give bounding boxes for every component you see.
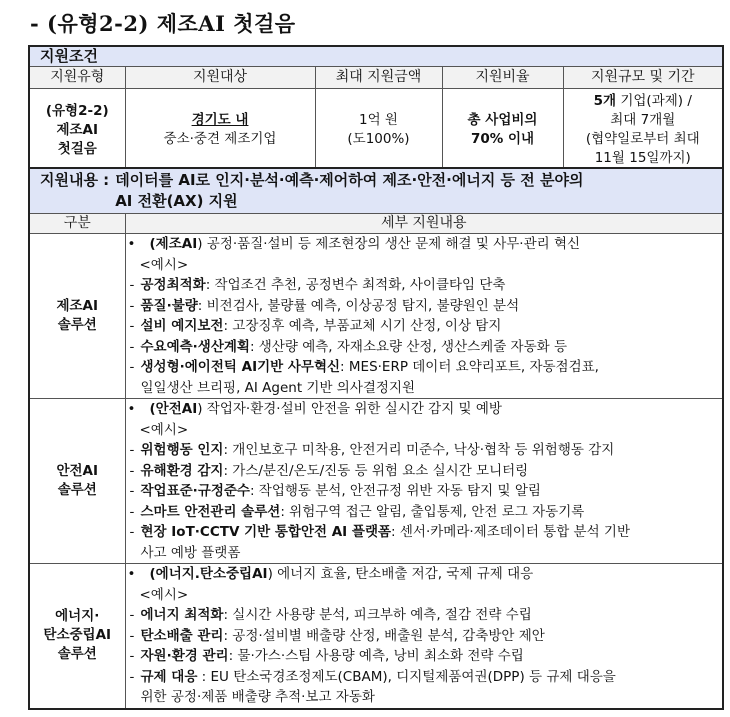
amount-note: (도100%) (347, 131, 410, 147)
cell-support-target (125, 89, 315, 173)
item-text: : 작업행동 분석, 안전규정 위반 자동 탐지 및 알림 (249, 483, 541, 499)
item-title: 생성형·에이전틱 AI기반 사무혁신 (140, 359, 341, 375)
content-section-text: 데이터를 AI로 인지·분석·예측·제어하여 제조·안전·에너지 등 전 분야의 AI 전환(AX) 지원 (115, 171, 584, 210)
cell-scale-period (563, 89, 723, 173)
dash-icon: - (129, 668, 135, 685)
item-text: : 공정·설비별 배출량 산정, 배출원 분석, 감축방안 제안 (223, 627, 545, 644)
bullet-icon: • (127, 401, 136, 417)
cell-support-ratio (442, 89, 563, 173)
bullet-text: ) 공정·품질·설비 등 제조현장의 생산 문제 해결 및 사무·관리 혁신 (197, 236, 581, 252)
item-title: 현장 IoT·CCTV 기반 통합안전 AI 플랫폼 (140, 524, 392, 540)
item-title: 탄소배출 관리 (140, 627, 224, 644)
target-region: 경기도 내 (191, 112, 249, 128)
detail-cell (125, 234, 723, 399)
item-title: 품질·불량 (140, 297, 198, 314)
list-item (126, 481, 723, 502)
scale-line: 11월 15일까지) (594, 150, 691, 166)
dash-icon: - (129, 607, 135, 623)
bullet-icon: • (127, 236, 136, 252)
type-line: (유형2-2) (45, 102, 109, 119)
dash-icon: - (129, 524, 135, 540)
dash-icon: - (129, 338, 135, 355)
type-line: 첫걸음 (57, 140, 97, 157)
item-text: : 실시간 사용량 분석, 피크부하 예측, 절감 전략 수립 (223, 607, 532, 623)
header-scale-period: 지원규모 및 기간 (563, 67, 723, 89)
bullet-text: ) 작업자·환경·설비 안전을 위한 실시간 감지 및 예방 (197, 401, 502, 417)
item-title: 설비 예지보전 (140, 318, 224, 334)
cell-max-amount (315, 89, 442, 173)
example-label: <예시> (139, 586, 189, 603)
item-title: 규제 대응 (140, 668, 198, 685)
category-line: 솔루션 (57, 317, 97, 333)
item-text: : 가스/분진/온도/진동 등 위험 요소 실시간 모니터링 (223, 462, 529, 479)
item-title: 작업표준·규정준수 (140, 483, 250, 499)
item-title: 스마트 안전관리 솔루션 (140, 503, 281, 520)
bullet-summary (126, 564, 723, 585)
dash-icon: - (129, 483, 135, 499)
list-item (126, 337, 723, 358)
category-line: 탄소중립AI (43, 627, 112, 644)
item-continuation: 사고 예방 플랫폼 (140, 544, 241, 561)
item-text: : 센서·카메라·제조데이터 통합 분석 기반 (391, 524, 630, 540)
header-support-ratio: 지원비율 (442, 67, 563, 89)
bullet-summary (126, 234, 723, 255)
bullet-bold: (안전AI (149, 401, 198, 417)
bullet-icon: • (127, 566, 136, 582)
dash-icon: - (129, 503, 135, 520)
scale-rest: 기업(과제) / (616, 93, 692, 109)
scale-line (564, 92, 723, 111)
conditions-section-header: 지원조건 (29, 46, 723, 67)
item-text: : 물·가스·스팀 사용량 예측, 낭비 최소화 전략 수립 (228, 648, 524, 664)
list-item (126, 502, 723, 523)
bullet-bold: (제조AI (149, 236, 198, 252)
page-title: - (유형2-2) 제조AI 첫걸음 (30, 11, 296, 36)
item-text: : 고장징후 예측, 부품교체 시기 산정, 이상 탐지 (223, 318, 502, 334)
list-item (126, 440, 723, 461)
detail-cell (125, 399, 723, 564)
list-item (126, 461, 723, 482)
item-title: 유해환경 감지 (140, 462, 224, 479)
dash-icon: - (129, 359, 135, 375)
header-details: 세부 지원내용 (125, 214, 723, 234)
list-item (126, 646, 723, 667)
category-cell (29, 234, 125, 399)
example-label: <예시> (139, 421, 189, 438)
list-item (126, 316, 723, 337)
list-item (126, 296, 723, 317)
category-line: 솔루션 (57, 646, 97, 663)
scale-line: (협약일로부터 최대 (585, 131, 700, 147)
header-category: 구분 (29, 214, 125, 234)
item-text: : MES·ERP 데이터 요약리포트, 자동점검표, (340, 359, 599, 375)
item-text: : 개인보호구 미착용, 안전거리 미준수, 낙상·협착 등 위험행동 감지 (223, 442, 615, 458)
category-cell (29, 399, 125, 564)
item-title: 자원·환경 관리 (140, 648, 229, 664)
support-content-table (28, 167, 724, 710)
content-column-headers (29, 214, 723, 234)
dash-icon: - (129, 627, 135, 644)
support-conditions-table (28, 45, 724, 173)
category-line: 제조AI (56, 298, 99, 314)
list-item (126, 275, 723, 296)
target-companies: 중소·중견 제조기업 (163, 131, 277, 147)
amount-value: 1억 원 (359, 112, 398, 128)
item-continuation: 위한 공정·제품 배출량 추적·보고 자동화 (140, 689, 375, 705)
category-line: 에너지· (55, 608, 100, 625)
scale-count: 5개 (593, 93, 617, 109)
list-item (126, 357, 723, 378)
list-item (126, 626, 723, 647)
list-item (126, 605, 723, 626)
category-cell (29, 564, 125, 709)
item-text: : 생산량 예측, 자재소요량 산정, 생산스케줄 자동화 등 (249, 338, 567, 355)
dash-icon: - (129, 442, 135, 458)
table-row (29, 234, 723, 399)
item-title: 수요예측·생산계획 (140, 338, 250, 355)
bullet-text: ) 에너지 효율, 탄소배출 저감, 국제 규제 대응 (267, 566, 534, 582)
type-line: 제조AI (56, 121, 99, 138)
scale-line: 최대 7개월 (610, 112, 676, 128)
dash-icon: - (129, 297, 135, 314)
category-line: 안전AI (56, 463, 99, 479)
item-text: : EU 탄소국경조정제도(CBAM), 디지털제품여권(DPP) 등 규제 대응을 (197, 668, 616, 685)
item-title: 공정최적화 (140, 277, 206, 293)
dash-icon: - (129, 648, 135, 664)
item-text: : 위험구역 접근 알림, 출입통제, 안전 로그 자동기록 (280, 503, 585, 520)
example-label: <예시> (139, 256, 189, 273)
conditions-row (29, 89, 723, 173)
cell-support-type (29, 89, 125, 173)
item-text: : 비전검사, 불량률 예측, 이상공정 탐지, 불량원인 분석 (197, 297, 520, 314)
item-title: 위험행동 인지 (140, 442, 224, 458)
table-row (29, 564, 723, 709)
ratio-line: 총 사업비의 (467, 112, 538, 128)
dash-icon: - (129, 318, 135, 334)
list-item (126, 522, 723, 543)
list-item (126, 667, 723, 688)
bullet-bold: (에너지.탄소중립AI (149, 566, 268, 582)
item-title: 에너지 최적화 (140, 607, 224, 623)
header-max-amount: 최대 지원금액 (315, 67, 442, 89)
dash-icon: - (129, 277, 135, 293)
item-text: : 작업조건 추천, 공정변수 최적화, 사이클타임 단축 (205, 277, 506, 293)
table-row (29, 399, 723, 564)
dash-icon: - (129, 462, 135, 479)
conditions-column-headers (29, 67, 723, 89)
bullet-summary (126, 399, 723, 420)
category-line: 솔루션 (57, 482, 97, 498)
content-section-label: 지원내용 : (40, 171, 110, 189)
detail-cell (125, 564, 723, 709)
item-continuation: 일일생산 브리핑, AI Agent 기반 의사결정지원 (140, 379, 416, 396)
content-section-header (29, 168, 723, 214)
ratio-line: 70% 이내 (470, 131, 535, 147)
header-support-type: 지원유형 (29, 67, 125, 89)
header-support-target: 지원대상 (125, 67, 315, 89)
